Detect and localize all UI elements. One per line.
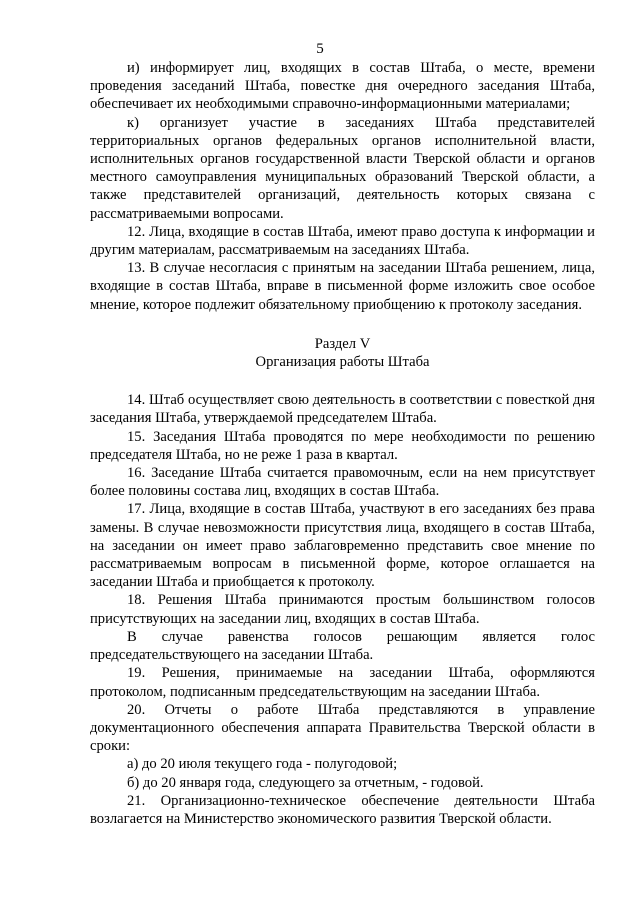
paragraph-20-b: б) до 20 января года, следующего за отчетным, - годовой.	[127, 774, 484, 791]
section-title: Организация работы Штаба	[255, 354, 430, 371]
paragraph-13: 13. В случае несогласия с принятым на заседании Штаба решением, лица, входящие в состав Штаба, вправе в письменной форме изложить свое особое мнение, которое подлежит обязательному приобщению к протоколу заседания.	[90, 260, 595, 313]
paragraph-20-a: а) до 20 июля текущего года - полугодовой;	[127, 756, 398, 773]
paragraph-16: 16. Заседание Штаба считается правомочным, если на нем присутствует более половины состава лиц, входящих в состав Штаба.	[90, 465, 595, 500]
paragraph-18: 18. Решения Штаба принимаются простым большинством голосов присутствующих на заседании лиц, входящих в состав Штаба.	[90, 592, 595, 627]
section-number: Раздел V	[314, 335, 371, 352]
paragraph-12: 12. Лица, входящие в состав Штаба, имеют право доступа к информации и другим материалам, рассматриваемым на заседаниях Штаба.	[90, 223, 595, 259]
paragraph-17: 17. Лица, входящие в состав Штаба, участвуют в его заседаниях без права замены. В случае невозможности присутствия лица, входящего в состав Штаба, на заседании он имеет право заблаговременно представить свое мнение по рассматриваемым вопросам в письменной форме, которое оглашается на заседании Штаба и приобщается к протоколу.	[90, 501, 595, 591]
paragraph-21: 21. Организационно-техническое обеспечение деятельности Штаба возлагается на Министерство экономического развития Тверской области.	[90, 792, 595, 827]
paragraph-15: 15. Заседания Штаба проводятся по мере необходимости по решению председателя Штаба, но не реже 1 раза в квартал.	[90, 428, 595, 463]
paragraph-19: 19. Решения, принимаемые на заседании Штаба, оформляются протоколом, подписанным председательствующим на заседании Штаба.	[90, 665, 595, 700]
section-heading	[90, 335, 595, 371]
page-number: 5	[316, 41, 324, 57]
paragraph-20: 20. Отчеты о работе Штаба представляются в управление документационного обеспечения аппарата Правительства Тверской области в сроки:	[90, 701, 595, 755]
paragraph-item-k: к) организует участие в заседаниях Штаба представителей территориальных органов федеральных органов исполнительной власти, исполнительных органов государственной власти Тверской области и органов местного самоуправления муниципальных образований Тверской области, а также представителей организаций, деятельность которых связана с рассматриваемыми вопросами.	[90, 114, 595, 222]
paragraph-14: 14. Штаб осуществляет свою деятельность в соответствии с повесткой дня заседания Штаба, утверждаемой председателем Штаба.	[90, 392, 595, 427]
document-body	[90, 59, 595, 828]
paragraph-item-i: и) информирует лиц, входящих в состав Штаба, о месте, времени проведения заседаний Штаба, повестке дня очередного заседания Штаба, обеспечивает их необходимыми справочно-информационными материалами;	[90, 60, 595, 113]
paragraph-18-tie: В случае равенства голосов решающим является голос председательствующего на заседании Штаба.	[90, 628, 595, 664]
